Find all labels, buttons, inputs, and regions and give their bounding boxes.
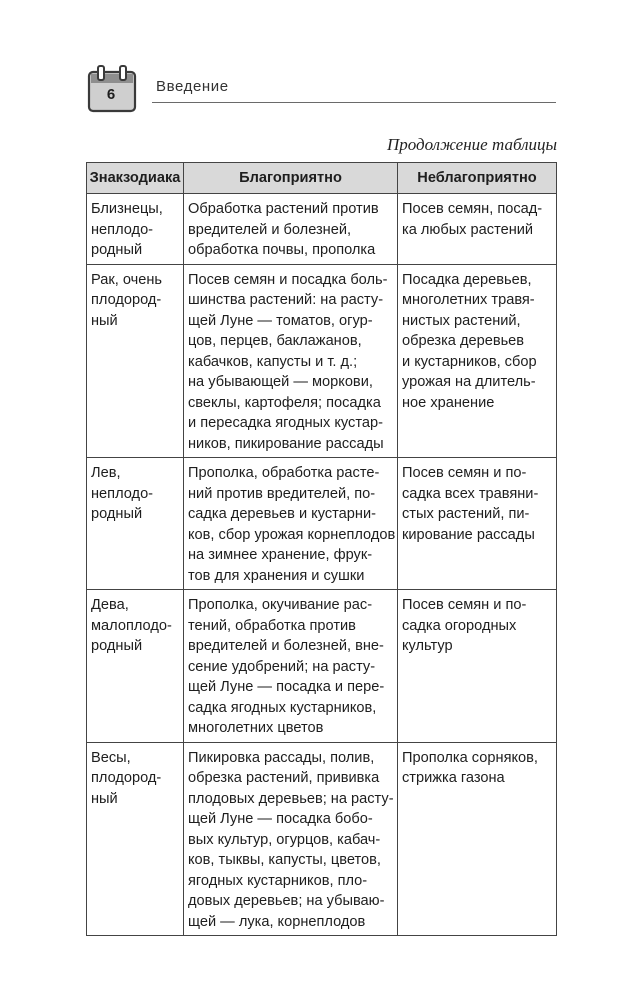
cell-line: нистых растений,: [402, 312, 521, 329]
zodiac-sign-cell: [87, 264, 184, 458]
table-row: [87, 194, 557, 265]
cell-line: щей Луне — посадка бобо-: [188, 811, 373, 827]
cell-line: многолетних травя-: [402, 292, 535, 308]
favorable-cell: [184, 742, 398, 936]
cell-line: неплодо-: [91, 221, 154, 238]
zodiac-sign-cell: [87, 742, 184, 936]
table-continuation-caption: Продолжение таблицы: [386, 135, 557, 154]
cell-line: щей Луне — посадка и пере-: [188, 679, 385, 695]
cell-line: неплодо-: [91, 485, 154, 502]
cell-line: плодовых деревьев; на расту-: [188, 790, 394, 807]
cell-line: родный: [91, 638, 143, 654]
cell-line: ное хранение: [402, 394, 495, 411]
cell-line: и кустарников, сбор: [402, 353, 537, 370]
cell-line: Рак, очень: [91, 271, 163, 288]
cell-line: и пересадка ягодных кустар-: [188, 415, 383, 431]
cell-line: тений, обработка против: [188, 617, 356, 634]
cell-line: Прополка сорняков,: [402, 749, 538, 766]
cell-line: вредителей и болезней,: [188, 221, 352, 238]
cell-line: на зимнее хранение, фрук-: [188, 547, 373, 563]
cell-line: культур: [402, 638, 453, 654]
table-row: [87, 458, 557, 590]
cell-line: Посев семян и посадка боль-: [188, 271, 388, 288]
cell-line: плодород-: [91, 770, 162, 786]
cell-line: ка любых растений: [402, 221, 534, 238]
table-row: [87, 590, 557, 743]
cell-line: Прополка, обработка расте-: [188, 465, 380, 481]
table-row: [87, 742, 557, 936]
cell-line: Близнецы,: [91, 201, 163, 217]
cell-line: Неблагоприятно: [417, 170, 537, 186]
cell-line: шинства растений: на расту-: [188, 292, 384, 308]
cell-line: родный: [91, 242, 143, 258]
cell-line: щей — лука, корнеплодов: [188, 913, 366, 930]
zodiac-sign-cell: [87, 590, 184, 743]
cell-line: Лев,: [91, 465, 121, 481]
cell-line: ный: [91, 790, 118, 807]
column-header-sign: [87, 163, 184, 194]
cell-line: обрезка деревьев: [402, 333, 525, 349]
cell-line: щей Луне — томатов, огур-: [188, 312, 373, 329]
cell-line: свеклы, картофеля; посадка: [188, 394, 381, 411]
cell-line: малоплодо-: [91, 617, 172, 634]
cell-line: ков, тыквы, капусты, цветов,: [188, 852, 381, 868]
cell-line: родный: [91, 506, 143, 522]
cell-line: урожая на длитель-: [402, 374, 536, 390]
zodiac-gardening-table: [86, 162, 557, 936]
cell-line: Посадка деревьев,: [402, 271, 532, 288]
cell-line: Благоприятно: [239, 170, 342, 186]
cell-line: ников, пикирование рассады: [188, 435, 384, 452]
table-header-row: [87, 163, 557, 194]
cell-line: плодород-: [91, 292, 162, 308]
favorable-cell: [184, 264, 398, 458]
cell-line: обрезка растений, прививка: [188, 770, 380, 786]
zodiac-sign-cell: [87, 194, 184, 265]
favorable-cell: [184, 194, 398, 265]
unfavorable-cell: [398, 458, 557, 590]
unfavorable-cell: [398, 194, 557, 265]
cell-line: кабачков, капусты и т. д.;: [188, 353, 358, 370]
favorable-cell: [184, 590, 398, 743]
cell-line: цов, перцев, баклажанов,: [188, 333, 362, 349]
cell-line: ков, сбор урожая корнеплодов: [188, 526, 396, 543]
cell-line: вредителей и болезней, вне-: [188, 638, 384, 654]
cell-line: ний против вредителей, по-: [188, 485, 376, 502]
cell-line: садка огородных: [402, 617, 517, 634]
cell-line: Обработка растений против: [188, 201, 379, 217]
zodiac-sign-cell: [87, 458, 184, 590]
cell-line: стых растений, пи-: [402, 506, 530, 522]
favorable-cell: [184, 458, 398, 590]
cell-line: Посев семян, посад-: [402, 201, 543, 217]
cell-line: сение удобрений; на расту-: [188, 658, 376, 675]
cell-line: довых деревьев; на убываю-: [188, 893, 385, 909]
header-divider: [152, 102, 556, 103]
column-header-unfavorable: [398, 163, 557, 194]
cell-line: Посев семян и по-: [402, 597, 527, 613]
unfavorable-cell: [398, 590, 557, 743]
page-header: [86, 58, 556, 118]
cell-line: ягодных кустарников, пло-: [188, 872, 368, 889]
table-row: [87, 264, 557, 458]
cell-line: садка всех травяни-: [402, 485, 539, 502]
page-number: 6: [106, 86, 116, 103]
cell-line: Дева,: [91, 597, 129, 613]
cell-line: Прополка, окучивание рас-: [188, 597, 373, 613]
cell-line: Весы,: [91, 749, 131, 766]
cell-line: садка деревьев и кустарни-: [188, 506, 376, 522]
cell-line: садка ягодных кустарников,: [188, 699, 377, 716]
cell-line: на убывающей — моркови,: [188, 374, 373, 390]
cell-line: тов для хранения и сушки: [188, 567, 365, 584]
cell-line: многолетних цветов: [188, 720, 324, 736]
cell-line: кирование рассады: [402, 526, 535, 543]
unfavorable-cell: [398, 264, 557, 458]
cell-line: ный: [91, 312, 118, 329]
cell-line: Знак: [89, 170, 123, 186]
cell-line: стрижка газона: [402, 770, 505, 786]
cell-line: зодиака: [123, 170, 181, 186]
column-header-favorable: [184, 163, 398, 194]
section-title: Введение: [156, 78, 229, 95]
cell-line: Пикировка рассады, полив,: [188, 749, 375, 766]
cell-line: Посев семян и по-: [402, 465, 527, 481]
unfavorable-cell: [398, 742, 557, 936]
cell-line: обработка почвы, прополка: [188, 242, 376, 258]
cell-line: вых культур, огурцов, кабач-: [188, 831, 381, 848]
